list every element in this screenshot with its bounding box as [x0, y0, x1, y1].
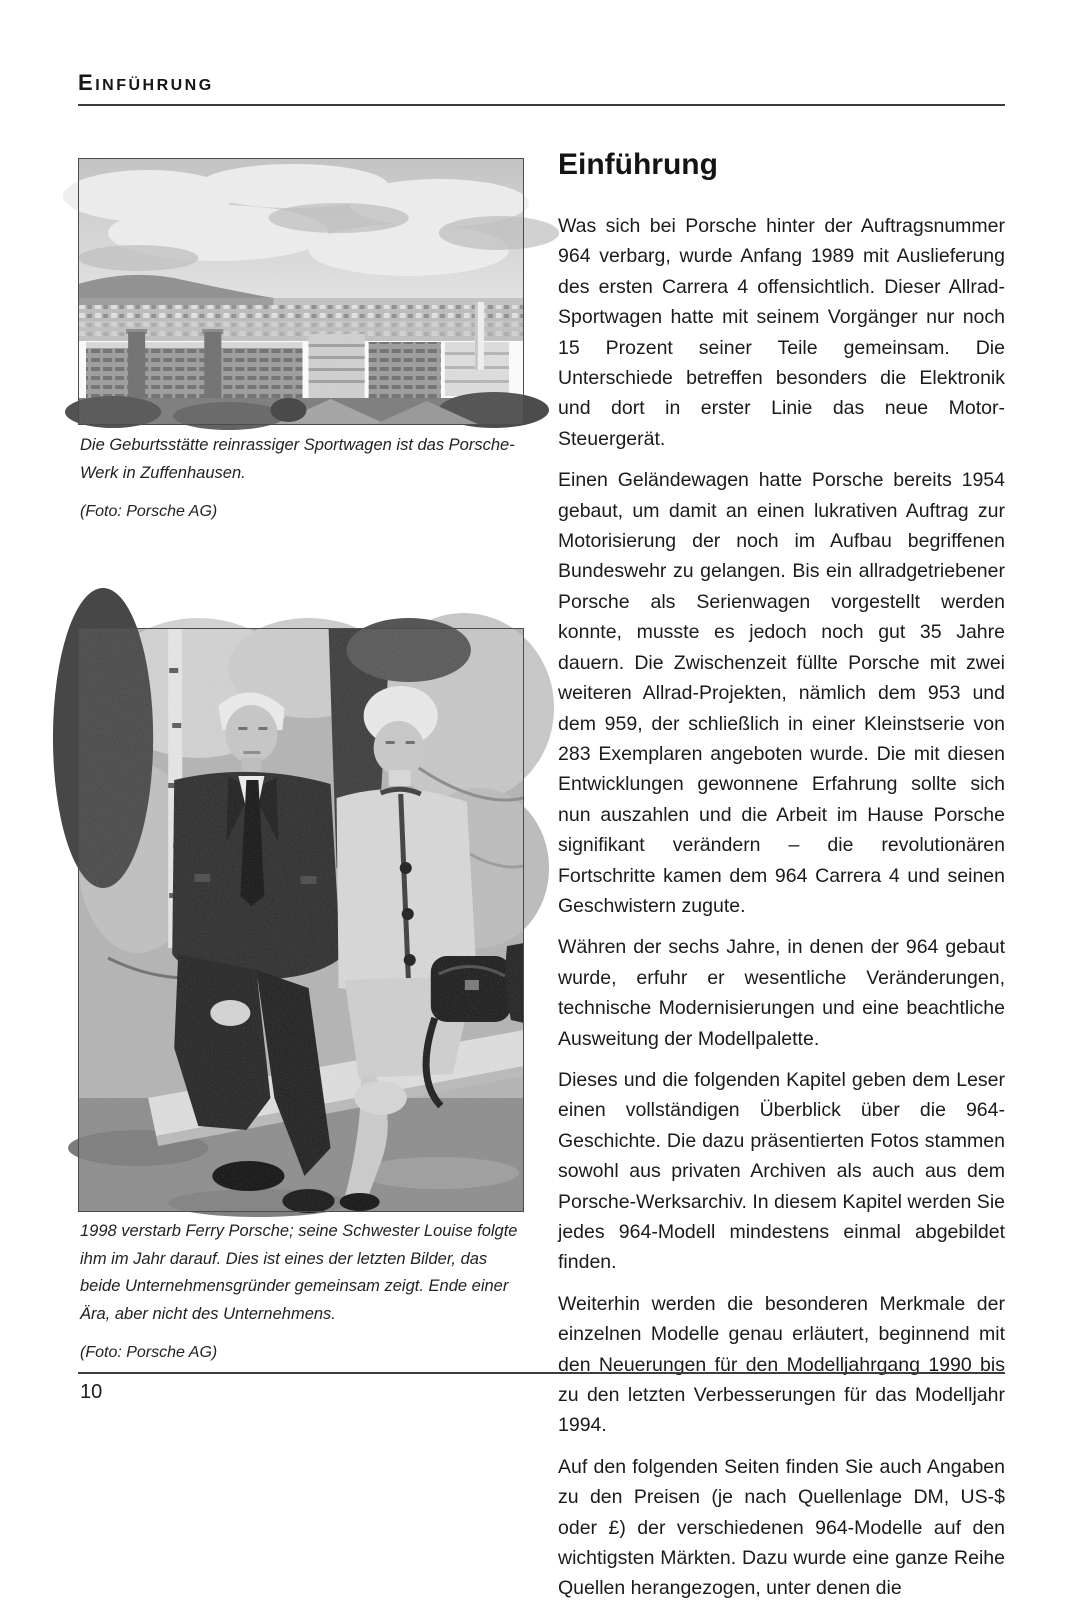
founders-photo-image	[78, 628, 524, 1212]
figure-caption	[80, 1218, 526, 1362]
figure-caption	[80, 432, 526, 521]
running-head: EINFÜHRUNG	[78, 70, 1005, 106]
body-paragraph: Weiterhin werden die besonderen Merkmale der einzelnen Modelle genau erläutert, beginnend mit den Neuerungen für den Modelljahrgang 1990 bis zu den letzten Verbesserungen für das Modelljahr 1994.	[558, 1292, 1005, 1437]
body-paragraph: Was sich bei Porsche hinter der Auftragsnummer 964 verbarg, wurde Anfang 1989 mit Auslieferung des ersten Carrera 4 offensichtlich. Dieser Allrad-Sportwagen hatte mit seinem Vorgänger nur noch 15 Prozent seiner Teile gemeinsam. Die Unterschiede betreffen besonders die Elektronik und dort in erster Linie das neue Motor-Steuergerät.	[558, 215, 1005, 450]
page-number: 10	[80, 1381, 103, 1403]
body-paragraph: Einen Geländewagen hatte Porsche bereits 1954 gebaut, um damit an einen lukrativen Auftrag zur Motorisierung der noch im Aufbau begriffenen Bundeswehr zu gelangen. Bis ein allradgetriebener Porsche als Serienwagen vorgestellt werden konnte, musste es jedoch noch gut 35 Jahre dauern. Die Zwischenzeit füllte Porsche mit zwei weiteren Allrad-Projekten, nämlich dem 953 und dem 959, der schließlich in einer Kleinstserie von 283 Exemplaren angeboten wurde. Die mit diesen Entwicklungen gewonnene Erfahrung sollte sich nun auszahlen und die Arbeit im Hause Porsche signifikant verändern – die revolutionären Fortschritte kamen dem 964 Carrera 4 und seinen Geschwistern zugute.	[558, 469, 1005, 917]
caption-text: Die Geburtsstätte reinrassiger Sportwagen ist das Porsche-Werk in Zuffenhausen.	[80, 436, 515, 482]
footer-rule	[78, 1372, 1005, 1374]
caption-text: 1998 verstarb Ferry Porsche; seine Schwester Louise folgte ihm im Jahr darauf. Dies ist eines der letzten Bilder, das beide Unternehmensgründer gemeinsam zeigt. Ende einer Ära, aber nicht des Unternehmens.	[80, 1222, 518, 1323]
photo-credit: (Foto: Porsche AG)	[80, 503, 218, 520]
photo-credit: (Foto: Porsche AG)	[80, 1344, 218, 1361]
body-paragraph: Auf den folgenden Seiten finden Sie auch Angaben zu den Preisen (je nach Quellenlage DM, US-$ oder £) der verschiedenen 964-Modelle auf den wichtigsten Märkten. Dazu wurde eine ganze Reihe Quellen herangezogen, unter denen die	[558, 1455, 1005, 1600]
factory-photo-image	[78, 158, 524, 425]
factory-photo	[78, 158, 524, 425]
founders-photo	[78, 628, 524, 1212]
body-paragraph: Währen der sechs Jahre, in denen der 964 gebaut wurde, erfuhr er wesentliche Veränderungen, technische Modernisierungen und eine beachtliche Ausweitung der Modellpalette.	[558, 936, 1005, 1050]
page-title: Einführung	[558, 148, 718, 181]
article-column	[558, 148, 1005, 1615]
body-paragraph: Dieses und die folgenden Kapitel geben dem Leser einen vollständigen Überblick über die 964-Geschichte. Die dazu präsentierten Fotos stammen sowohl aus privaten Archiven als auch aus dem Porsche-Werksarchiv. In diesem Kapitel werden Sie jedes 964-Modell mindestens einmal abgebildet finden.	[558, 1068, 1005, 1274]
